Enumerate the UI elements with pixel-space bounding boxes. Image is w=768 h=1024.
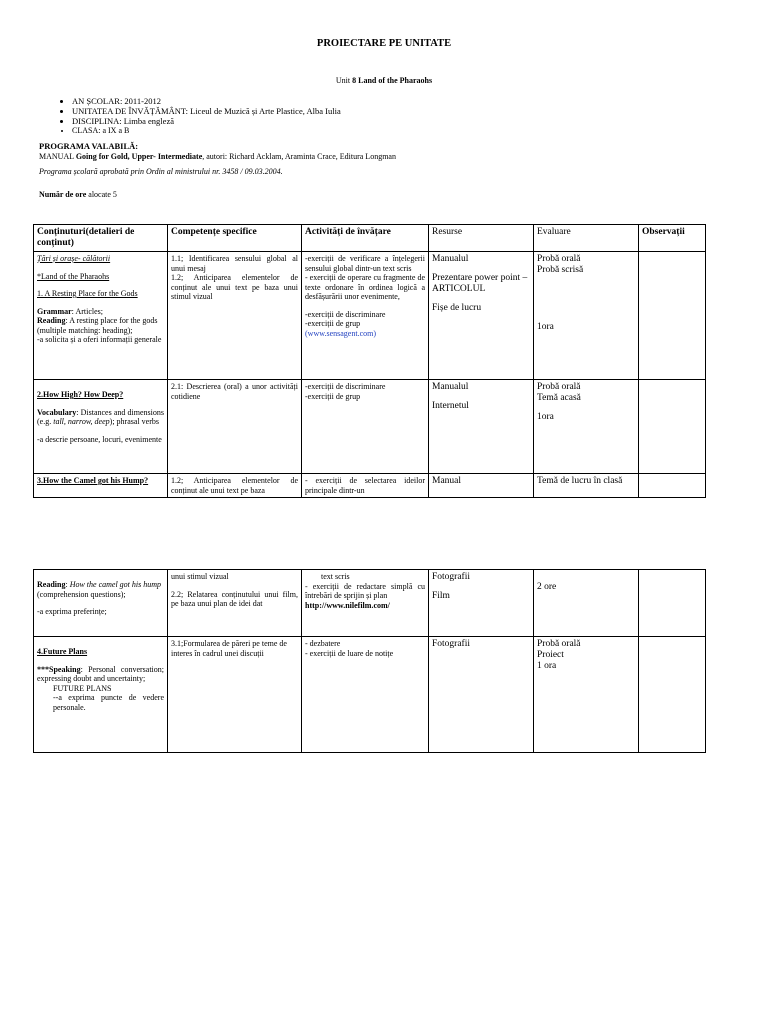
row3-continut: 3.How the Camel got his Hump? — [34, 474, 168, 498]
row3-competente: 1.2; Anticiparea elementelor de conținut ale unui text pe baza — [168, 474, 302, 498]
row2-resurse: Manualul Internetul — [429, 380, 534, 474]
programa-line: Programa școlară aprobată prin Ordin al ministrului nr. 3458 / 09.03.2004. — [39, 167, 283, 176]
row3-resurse: Manual — [429, 474, 534, 498]
row3-evaluare: Temă de lucru în clasă — [534, 474, 639, 498]
meta-subject: • DISCIPLINA: Limba engleză — [72, 116, 341, 126]
row5-competente: 3.1;Formularea de păreri pe teme de interes în cadrul unei discuții — [168, 637, 302, 753]
unit-heading — [0, 76, 768, 85]
row2-evaluare: Probă orală Temă acasă 1ora — [534, 380, 639, 474]
table-row — [34, 474, 706, 498]
programa-valabila: PROGRAMA VALABILĂ: — [39, 141, 139, 151]
header-continuturi: Conținuturi(detalieri de conținut) — [34, 225, 168, 252]
row5-resurse: Fotografii — [429, 637, 534, 753]
row1-evaluare: Probă orală Probă scrisă 1ora — [534, 252, 639, 380]
row1-resurse: Manualul Prezentare power point –ARTICOLUL Fișe de lucru — [429, 252, 534, 380]
row3-activitati: - exerciții de selectarea ideilor principale dintr-un — [302, 474, 429, 498]
row3-observatii — [639, 474, 706, 498]
row2-observatii — [639, 380, 706, 474]
planning-table-page2 — [33, 569, 706, 753]
table-header-row — [34, 225, 706, 252]
manual-line: MANUAL Going for Gold, Upper- Intermediate, autori: Richard Acklam, Araminta Crace, Editura Longman — [39, 152, 396, 161]
header-evaluare: Evaluare — [534, 225, 639, 252]
meta-school: • UNITATEA DE ÎNVĂȚĂMÂNT: Liceul de Muzică și Arte Plastice, Alba Iulia — [72, 106, 341, 116]
row2-competente: 2.1: Descrierea (oral) a unor activități cotidiene — [168, 380, 302, 474]
row4-evaluare: 2 ore — [534, 570, 639, 637]
table-row — [34, 637, 706, 753]
row1-continut: Țări și orașe- călătorii *Land of the Pharaohs 1. A Resting Place for the Gods Grammar: Articles; Reading: A resting place for the gods (multiple matching: heading); -a solicita și a oferi informații generale — [34, 252, 168, 380]
table-row — [34, 570, 706, 637]
header-resurse: Resurse — [429, 225, 534, 252]
header-observatii: Observații — [639, 225, 706, 252]
row4-observatii — [639, 570, 706, 637]
row5-observatii — [639, 637, 706, 753]
meta-class: • CLASA: a IX a B — [72, 126, 341, 136]
planning-table-page1 — [33, 224, 706, 498]
unit-prefix: Unit — [335, 76, 351, 85]
row4-continut: Reading: How the camel got his hump (comprehension questions); -a exprima preferințe; — [34, 570, 168, 637]
row5-evaluare: Probă orală Proiect 1 ora — [534, 637, 639, 753]
row2-activitati: -exerciții de discriminare -exerciții de grup — [302, 380, 429, 474]
header-activitati: Activități de învățare — [302, 225, 429, 252]
unit-name: Land of the Pharaohs — [358, 76, 433, 85]
row4-resurse: Fotografii Film — [429, 570, 534, 637]
table-row — [34, 252, 706, 380]
header-competente: Competențe specifice — [168, 225, 302, 252]
meta-list — [40, 96, 341, 136]
row5-continut: 4.Future Plans ***Speaking: Personal conversation; expressing doubt and uncertainty; FUTURE PLANS --a exprima puncte de vedere personale. — [34, 637, 168, 753]
nilefilm-link[interactable]: http://www.nilefilm.com/ — [305, 600, 390, 610]
unit-number: 8 — [352, 76, 357, 85]
row1-activitati: -exerciții de verificare a înțelegerii sensului global dintr-un text scris - exerciții de operare cu fragmente de texte ordonare în ordinea logică a desfășurării unor evenimente, -exerciții de discriminare -exerciții de grup (www.sensagent.com) — [302, 252, 429, 380]
table-row — [34, 380, 706, 474]
numar-ore: Număr de ore alocate 5 — [39, 190, 117, 199]
sensagent-link[interactable]: (www.sensagent.com) — [305, 328, 377, 338]
row4-competente: unui stimul vizual 2.2; Relatarea conținutului unui film, pe baza unui plan de idei dat — [168, 570, 302, 637]
meta-school-year: • AN ȘCOLAR: 2011-2012 — [72, 96, 341, 106]
row5-activitati: - dezbatere - exerciții de luare de notițe — [302, 637, 429, 753]
row2-continut: 2.How High? How Deep? Vocabulary: Distances and dimensions (e.g. tall, narrow, deep); phrasal verbs -a descrie persoane, locuri, evenimente — [34, 380, 168, 474]
row1-competente: 1.1; Identificarea sensului global al unui mesaj 1.2; Anticiparea elementelor de conținut ale unui text pe baza unui stimul vizual — [168, 252, 302, 380]
row4-activitati: text scris - exerciții de redactare simplă cu întrebări de sprijin și plan http://www.nilefilm.com/ — [302, 570, 429, 637]
row1-observatii — [639, 252, 706, 380]
page-title: PROIECTARE PE UNITATE — [316, 38, 452, 49]
